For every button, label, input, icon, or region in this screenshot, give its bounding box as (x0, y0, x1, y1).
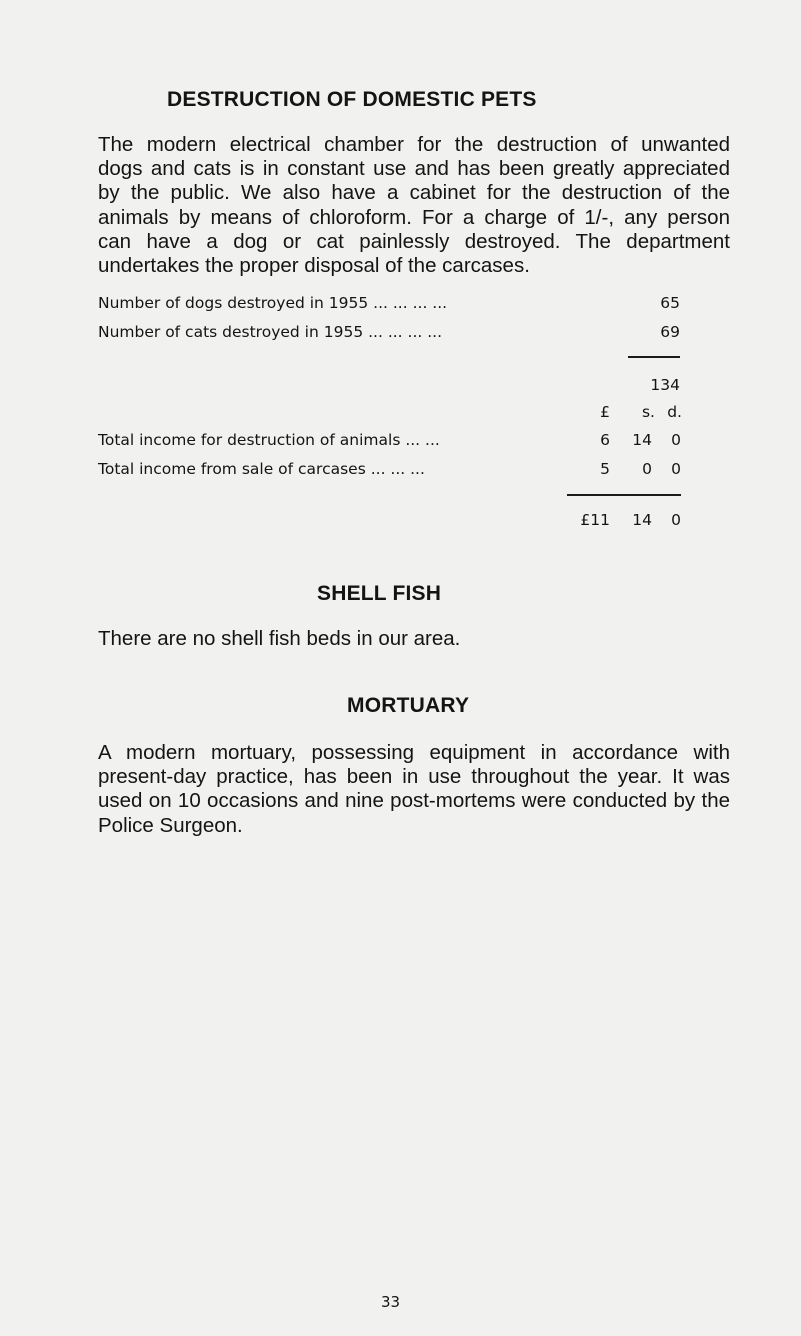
shellfish-paragraph (98, 627, 730, 651)
income-total-rule (567, 494, 681, 496)
pets-line: undertakes the proper disposal of the carcases. (98, 254, 530, 278)
mortuary-line: A modern mortuary, possessing equipment in accordance with (98, 741, 730, 764)
mortuary-line: used on 10 occasions and nine post-mortems were conducted by the (98, 789, 730, 813)
header-shillings: s. (641, 403, 655, 421)
pets-line: by the public. We also have a cabinet for the destruction of the (98, 181, 730, 205)
mortuary-paragraph (98, 741, 730, 838)
header-pounds: £ (600, 403, 610, 421)
income-shillings-carcases: 0 (642, 460, 652, 478)
mortuary-line: Police Surgeon. (98, 813, 243, 837)
income-total-shillings: 14 (632, 511, 652, 529)
header-pence: d. (667, 403, 682, 421)
page-number: 33 (381, 1293, 401, 1311)
pets-paragraph (98, 133, 730, 278)
stat-total: 134 (650, 376, 680, 394)
income-pounds-destruction: 6 (600, 431, 610, 449)
shellfish-line: There are no shell fish beds in our area. (98, 627, 461, 650)
income-label-carcases: Total income from sale of carcases ... ... ... (98, 460, 425, 478)
pets-line: can have a dog or cat painlessly destroyed. The department (98, 229, 730, 253)
income-pence-destruction: 0 (671, 431, 681, 449)
pets-line: The modern electrical chamber for the destruction of unwanted (98, 133, 730, 156)
income-label-destruction: Total income for destruction of animals ... ... (98, 431, 440, 449)
income-total-pounds: £11 (580, 511, 610, 529)
mortuary-line: present-day practice, has been in use throughout the year. It was (98, 765, 730, 789)
income-pounds-carcases: 5 (600, 460, 610, 478)
pets-line: animals by means of chloroform. For a charge of 1/-, any person (98, 205, 730, 229)
stat-label-cats: Number of cats destroyed in 1955 ... ... ... ... (98, 323, 443, 341)
stats-total-rule (628, 356, 680, 358)
income-total-pence: 0 (671, 511, 681, 529)
heading-shell-fish: SHELL FISH (317, 582, 442, 605)
income-pence-carcases: 0 (671, 460, 681, 478)
income-shillings-destruction: 14 (632, 431, 652, 449)
stat-label-dogs: Number of dogs destroyed in 1955 ... ... ... ... (98, 294, 448, 312)
heading-destruction-of-pets: DESTRUCTION OF DOMESTIC PETS (167, 88, 537, 111)
stat-value-cats: 69 (660, 323, 680, 341)
heading-mortuary: MORTUARY (347, 694, 470, 717)
stat-value-dogs: 65 (660, 294, 680, 312)
pets-line: dogs and cats is in constant use and has been greatly appreciated (98, 157, 730, 181)
